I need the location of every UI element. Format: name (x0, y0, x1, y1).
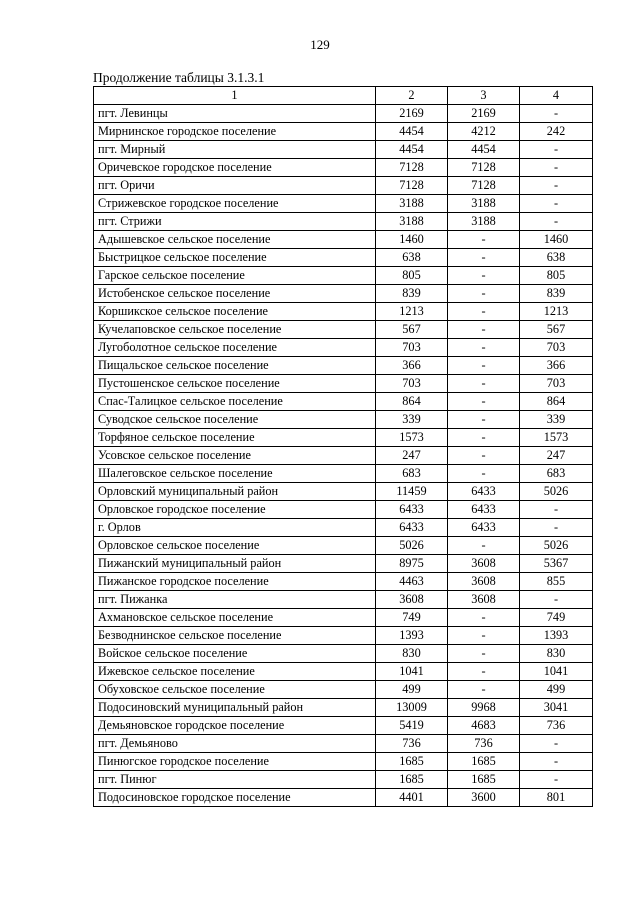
column-header-2: 2 (376, 87, 448, 105)
table-row (94, 681, 593, 699)
table-row (94, 393, 593, 411)
rural-value-cell: 801 (520, 789, 593, 807)
settlement-name-cell: Суводское сельское поселение (94, 411, 376, 429)
settlement-name-cell: Безводнинское сельское поселение (94, 627, 376, 645)
urban-value-cell: - (448, 393, 520, 411)
urban-value-cell: 9968 (448, 699, 520, 717)
total-value-cell: 703 (376, 339, 448, 357)
table-row (94, 213, 593, 231)
settlement-name-cell: Пищальское сельское поселение (94, 357, 376, 375)
settlement-name-cell: пгт. Оричи (94, 177, 376, 195)
total-value-cell: 638 (376, 249, 448, 267)
urban-value-cell: 7128 (448, 159, 520, 177)
settlement-name-cell: Орловское сельское поселение (94, 537, 376, 555)
column-header-3: 3 (448, 87, 520, 105)
rural-value-cell: 5367 (520, 555, 593, 573)
settlement-name-cell: Оричевское городское поселение (94, 159, 376, 177)
urban-value-cell: 736 (448, 735, 520, 753)
settlement-name-cell: Обуховское сельское поселение (94, 681, 376, 699)
settlement-name-cell: Пижанское городское поселение (94, 573, 376, 591)
rural-value-cell: 638 (520, 249, 593, 267)
table-row (94, 465, 593, 483)
table-row (94, 231, 593, 249)
total-value-cell: 1393 (376, 627, 448, 645)
urban-value-cell: - (448, 447, 520, 465)
settlement-name-cell: Шалеговское сельское поселение (94, 465, 376, 483)
total-value-cell: 1573 (376, 429, 448, 447)
urban-value-cell: - (448, 429, 520, 447)
table-row (94, 159, 593, 177)
urban-value-cell: - (448, 537, 520, 555)
rural-value-cell: - (520, 735, 593, 753)
urban-value-cell: - (448, 627, 520, 645)
table-row (94, 195, 593, 213)
urban-value-cell: 6433 (448, 483, 520, 501)
total-value-cell: 703 (376, 375, 448, 393)
urban-value-cell: 4683 (448, 717, 520, 735)
settlement-name-cell: Орловское городское поселение (94, 501, 376, 519)
table-row (94, 249, 593, 267)
settlement-name-cell: Ижевское сельское поселение (94, 663, 376, 681)
settlement-name-cell: пгт. Пинюг (94, 771, 376, 789)
settlement-name-cell: Пинюгское городское поселение (94, 753, 376, 771)
total-value-cell: 4401 (376, 789, 448, 807)
settlement-name-cell: Гарское сельское поселение (94, 267, 376, 285)
total-value-cell: 2169 (376, 105, 448, 123)
rural-value-cell: - (520, 501, 593, 519)
rural-value-cell: - (520, 105, 593, 123)
total-value-cell: 339 (376, 411, 448, 429)
table-row (94, 663, 593, 681)
rural-value-cell: 499 (520, 681, 593, 699)
settlement-name-cell: Адышевское сельское поселение (94, 231, 376, 249)
settlement-name-cell: пгт. Пижанка (94, 591, 376, 609)
urban-value-cell: - (448, 321, 520, 339)
column-header-4: 4 (520, 87, 593, 105)
table-row (94, 483, 593, 501)
total-value-cell: 11459 (376, 483, 448, 501)
total-value-cell: 8975 (376, 555, 448, 573)
rural-value-cell: 683 (520, 465, 593, 483)
settlement-name-cell: Усовское сельское поселение (94, 447, 376, 465)
page-number: 129 (310, 37, 330, 52)
settlement-name-cell: Подосиновское городское поселение (94, 789, 376, 807)
rural-value-cell: 1393 (520, 627, 593, 645)
table-row (94, 285, 593, 303)
settlement-name-cell: Быстрицкое сельское поселение (94, 249, 376, 267)
settlement-name-cell: Лугоболотное сельское поселение (94, 339, 376, 357)
rural-value-cell: - (520, 195, 593, 213)
total-value-cell: 366 (376, 357, 448, 375)
table-row (94, 771, 593, 789)
urban-value-cell: - (448, 303, 520, 321)
settlement-name-cell: Коршикское сельское поселение (94, 303, 376, 321)
urban-value-cell: 6433 (448, 519, 520, 537)
settlement-name-cell: Торфяное сельское поселение (94, 429, 376, 447)
urban-value-cell: - (448, 663, 520, 681)
rural-value-cell: 1460 (520, 231, 593, 249)
rural-value-cell: - (520, 141, 593, 159)
table-row (94, 591, 593, 609)
urban-value-cell: 1685 (448, 753, 520, 771)
table-row (94, 627, 593, 645)
rural-value-cell: - (520, 753, 593, 771)
settlement-name-cell: Войское сельское поселение (94, 645, 376, 663)
rural-value-cell: - (520, 771, 593, 789)
table-row (94, 501, 593, 519)
settlement-name-cell: Кучелаповское сельское поселение (94, 321, 376, 339)
total-value-cell: 4454 (376, 141, 448, 159)
total-value-cell: 864 (376, 393, 448, 411)
rural-value-cell: 703 (520, 375, 593, 393)
total-value-cell: 3188 (376, 195, 448, 213)
rural-value-cell: 855 (520, 573, 593, 591)
total-value-cell: 5026 (376, 537, 448, 555)
urban-value-cell: 3608 (448, 573, 520, 591)
urban-value-cell: 6433 (448, 501, 520, 519)
settlement-name-cell: пгт. Стрижи (94, 213, 376, 231)
total-value-cell: 6433 (376, 501, 448, 519)
settlement-name-cell: г. Орлов (94, 519, 376, 537)
table-caption: Продолжение таблицы 3.1.3.1 (93, 70, 265, 85)
total-value-cell: 1685 (376, 753, 448, 771)
urban-value-cell: 4454 (448, 141, 520, 159)
data-table (93, 86, 593, 807)
urban-value-cell: 2169 (448, 105, 520, 123)
table-row (94, 537, 593, 555)
rural-value-cell: 567 (520, 321, 593, 339)
urban-value-cell: - (448, 339, 520, 357)
table-row (94, 357, 593, 375)
column-header-1: 1 (94, 87, 376, 105)
urban-value-cell: 4212 (448, 123, 520, 141)
rural-value-cell: 1573 (520, 429, 593, 447)
table-row (94, 411, 593, 429)
settlement-name-cell: Стрижевское городское поселение (94, 195, 376, 213)
rural-value-cell: 830 (520, 645, 593, 663)
total-value-cell: 749 (376, 609, 448, 627)
total-value-cell: 830 (376, 645, 448, 663)
rural-value-cell: 1213 (520, 303, 593, 321)
rural-value-cell: 5026 (520, 537, 593, 555)
rural-value-cell: - (520, 159, 593, 177)
settlement-name-cell: Орловский муниципальный район (94, 483, 376, 501)
urban-value-cell: 3608 (448, 555, 520, 573)
urban-value-cell: - (448, 285, 520, 303)
urban-value-cell: - (448, 249, 520, 267)
settlement-name-cell: Ахмановское сельское поселение (94, 609, 376, 627)
table-row (94, 339, 593, 357)
table-row (94, 177, 593, 195)
rural-value-cell: - (520, 213, 593, 231)
table-row (94, 735, 593, 753)
rural-value-cell: 339 (520, 411, 593, 429)
settlement-name-cell: Подосиновский муниципальный район (94, 699, 376, 717)
rural-value-cell: 247 (520, 447, 593, 465)
settlement-name-cell: Мирнинское городское поселение (94, 123, 376, 141)
table-row (94, 645, 593, 663)
table-row (94, 105, 593, 123)
urban-value-cell: - (448, 357, 520, 375)
rural-value-cell: 839 (520, 285, 593, 303)
urban-value-cell: - (448, 375, 520, 393)
urban-value-cell: - (448, 681, 520, 699)
table-row (94, 699, 593, 717)
table-row (94, 753, 593, 771)
table-row (94, 717, 593, 735)
settlement-name-cell: Истобенское сельское поселение (94, 285, 376, 303)
rural-value-cell: 5026 (520, 483, 593, 501)
header-row (94, 87, 593, 105)
table-row (94, 555, 593, 573)
table-row (94, 789, 593, 807)
table-body (94, 105, 593, 807)
urban-value-cell: - (448, 465, 520, 483)
table-row (94, 123, 593, 141)
urban-value-cell: 7128 (448, 177, 520, 195)
table-row (94, 573, 593, 591)
urban-value-cell: 3608 (448, 591, 520, 609)
table-row (94, 141, 593, 159)
rural-value-cell: 1041 (520, 663, 593, 681)
rural-value-cell: 736 (520, 717, 593, 735)
rural-value-cell: 3041 (520, 699, 593, 717)
total-value-cell: 805 (376, 267, 448, 285)
total-value-cell: 1685 (376, 771, 448, 789)
settlement-name-cell: пгт. Демьяново (94, 735, 376, 753)
total-value-cell: 4463 (376, 573, 448, 591)
rural-value-cell: - (520, 177, 593, 195)
total-value-cell: 3608 (376, 591, 448, 609)
table-row (94, 447, 593, 465)
table-row (94, 519, 593, 537)
total-value-cell: 1041 (376, 663, 448, 681)
urban-value-cell: - (448, 645, 520, 663)
total-value-cell: 247 (376, 447, 448, 465)
urban-value-cell: 3600 (448, 789, 520, 807)
rural-value-cell: 242 (520, 123, 593, 141)
table-row (94, 321, 593, 339)
table-row (94, 609, 593, 627)
total-value-cell: 6433 (376, 519, 448, 537)
total-value-cell: 736 (376, 735, 448, 753)
urban-value-cell: - (448, 267, 520, 285)
rural-value-cell: 864 (520, 393, 593, 411)
total-value-cell: 499 (376, 681, 448, 699)
urban-value-cell: - (448, 231, 520, 249)
total-value-cell: 3188 (376, 213, 448, 231)
total-value-cell: 1460 (376, 231, 448, 249)
urban-value-cell: 3188 (448, 195, 520, 213)
total-value-cell: 683 (376, 465, 448, 483)
settlement-name-cell: пгт. Левинцы (94, 105, 376, 123)
rural-value-cell: - (520, 591, 593, 609)
settlement-name-cell: пгт. Мирный (94, 141, 376, 159)
total-value-cell: 4454 (376, 123, 448, 141)
total-value-cell: 1213 (376, 303, 448, 321)
total-value-cell: 7128 (376, 159, 448, 177)
table-row (94, 375, 593, 393)
table-row (94, 429, 593, 447)
table-row (94, 267, 593, 285)
settlement-name-cell: Пустошенское сельское поселение (94, 375, 376, 393)
rural-value-cell: 749 (520, 609, 593, 627)
table-row (94, 303, 593, 321)
rural-value-cell: 703 (520, 339, 593, 357)
urban-value-cell: 3188 (448, 213, 520, 231)
total-value-cell: 567 (376, 321, 448, 339)
urban-value-cell: - (448, 609, 520, 627)
settlement-name-cell: Спас-Талицкое сельское поселение (94, 393, 376, 411)
settlement-name-cell: Пижанский муниципальный район (94, 555, 376, 573)
total-value-cell: 13009 (376, 699, 448, 717)
total-value-cell: 839 (376, 285, 448, 303)
urban-value-cell: 1685 (448, 771, 520, 789)
rural-value-cell: - (520, 519, 593, 537)
settlement-name-cell: Демьяновское городское поселение (94, 717, 376, 735)
rural-value-cell: 366 (520, 357, 593, 375)
rural-value-cell: 805 (520, 267, 593, 285)
total-value-cell: 5419 (376, 717, 448, 735)
total-value-cell: 7128 (376, 177, 448, 195)
urban-value-cell: - (448, 411, 520, 429)
